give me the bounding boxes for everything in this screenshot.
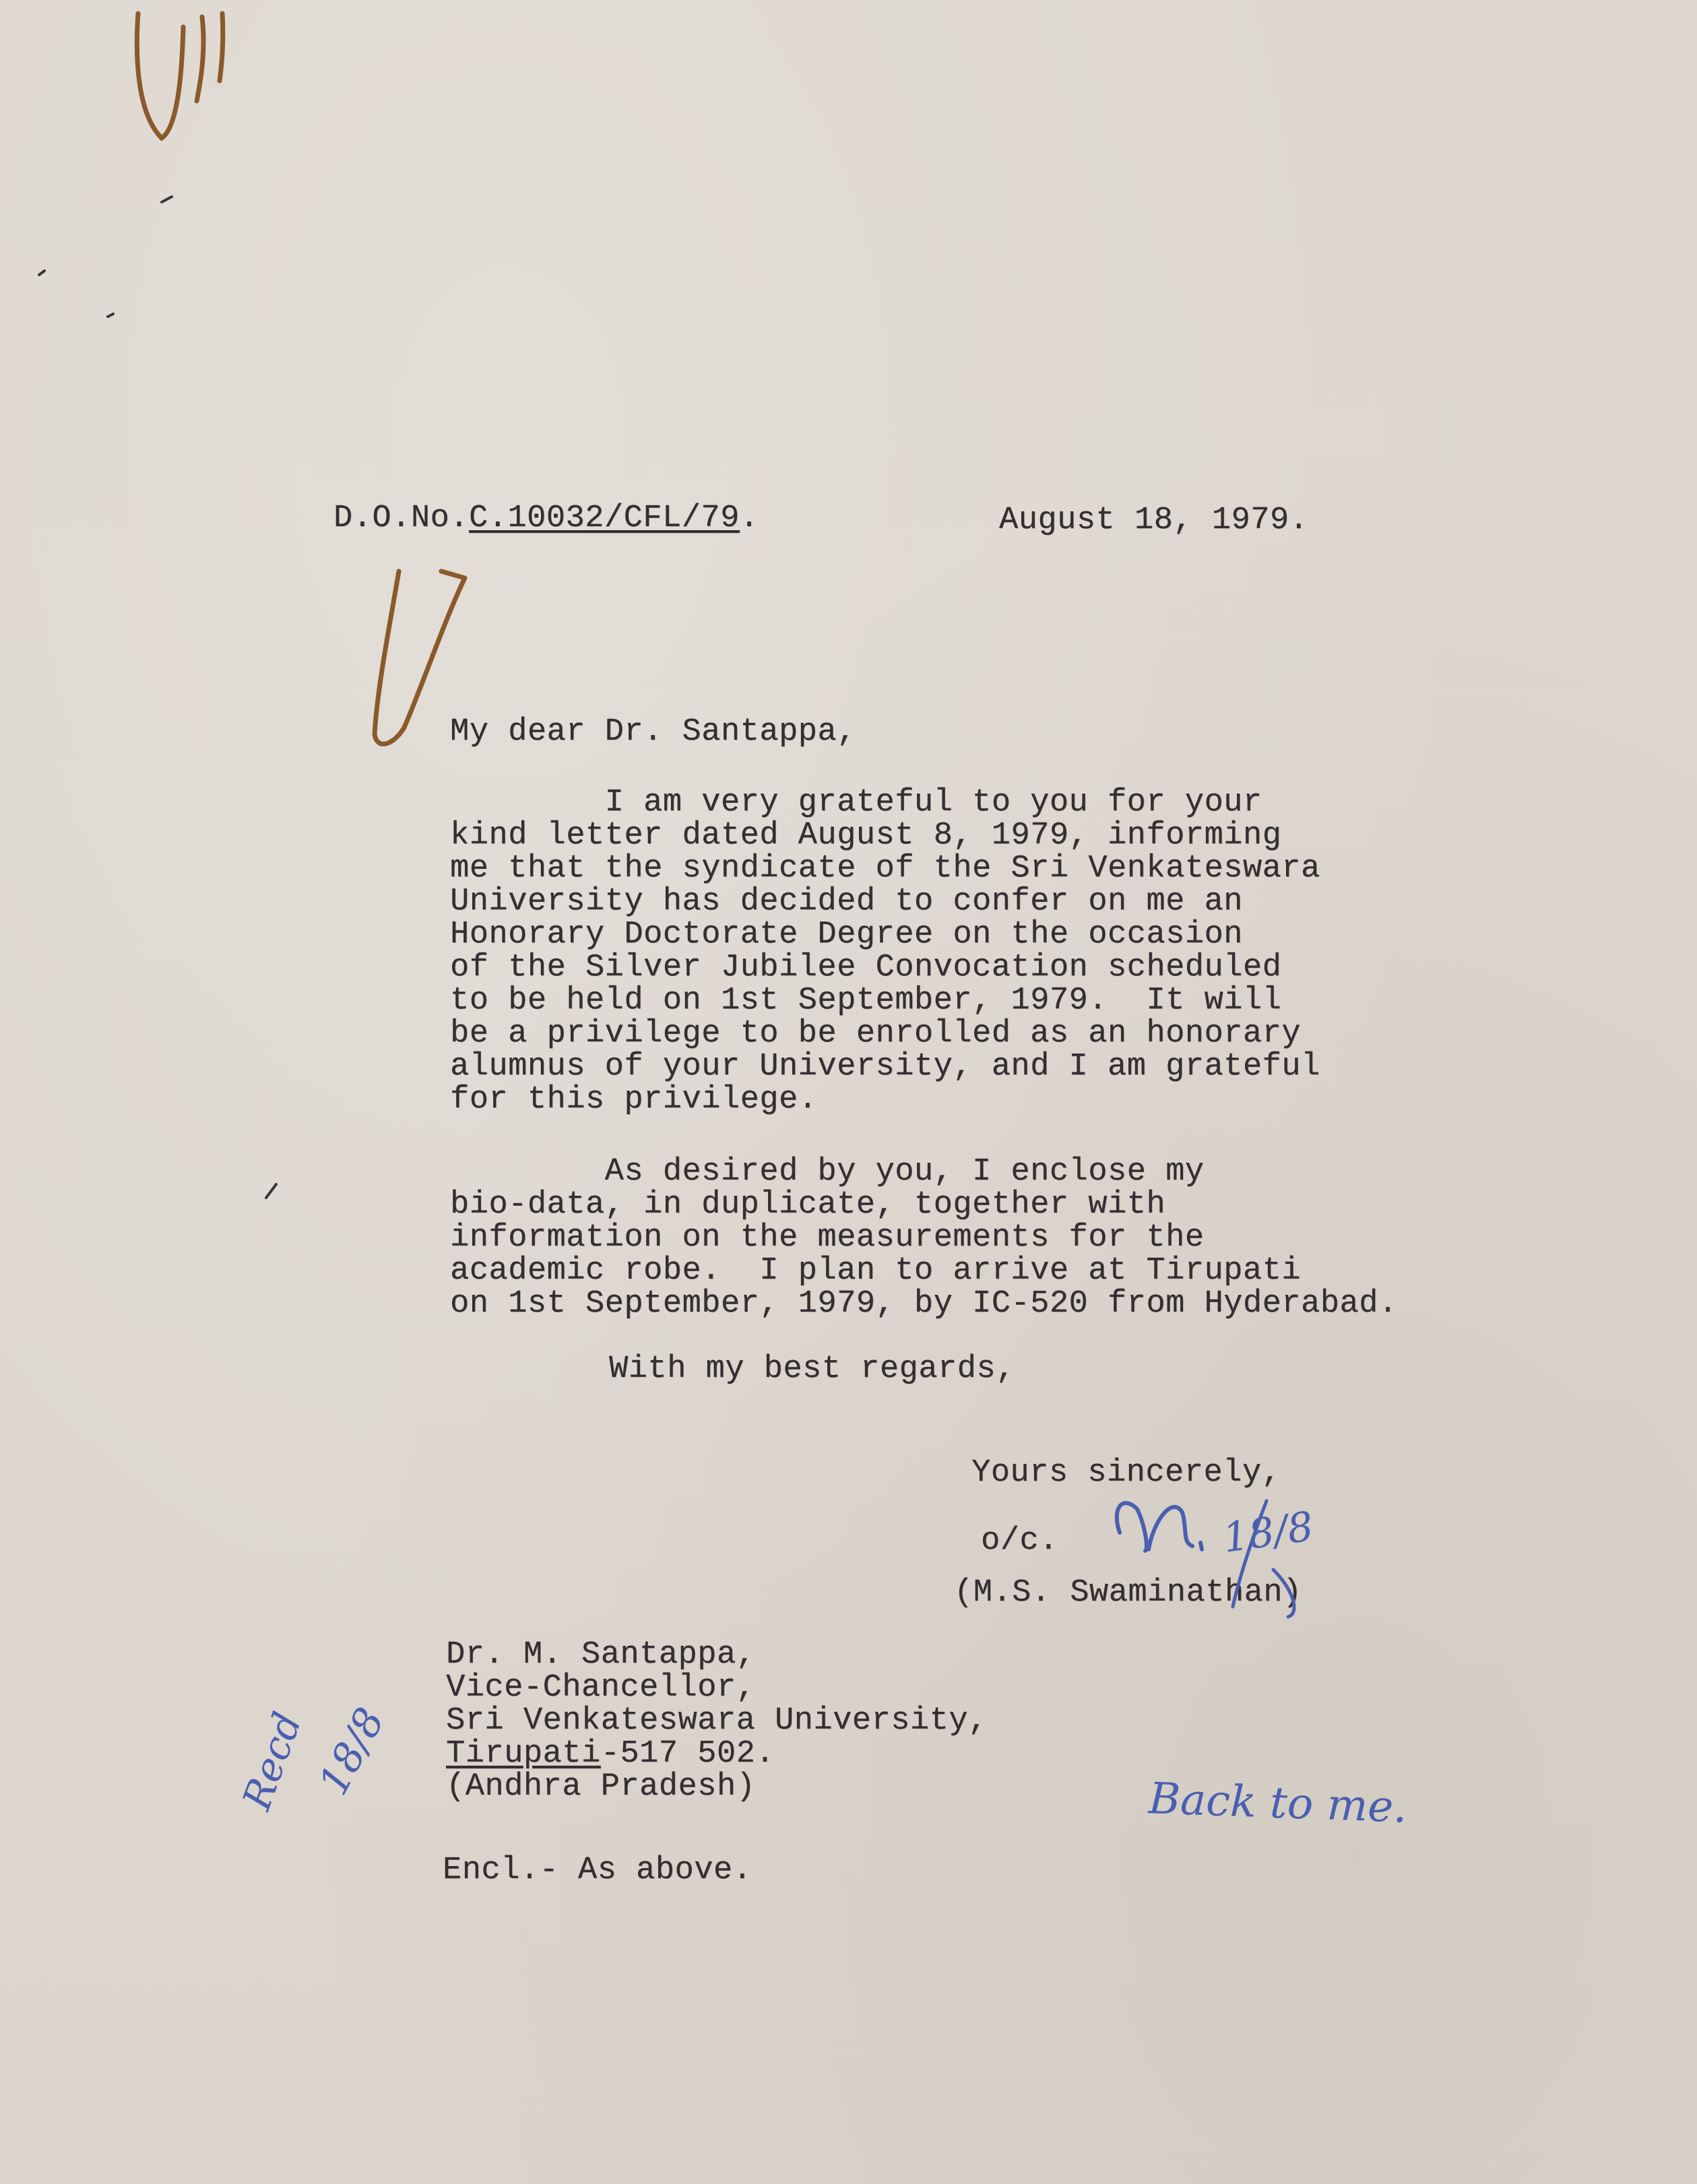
staple-mark-top bbox=[137, 13, 222, 138]
recipient-state: (Andhra Pradesh) bbox=[446, 1769, 756, 1805]
recipient-institution: Sri Venkateswara University, bbox=[446, 1703, 988, 1739]
recipient-pin: -517 502. bbox=[600, 1736, 775, 1772]
body-paragraph-1: I am very grateful to you for your kind letter dated August 8, 1979, informing me that the syndicate of the Sri Venkateswara University has decided to confer on me an Honorary Doctorate Degree on the occasion of the Silver Jubilee Convocation scheduled to be held on 1st September, 1979. It will be a privilege to be enrolled as an honorary alumnus of your University, and I am grateful for this privilege. bbox=[450, 785, 1320, 1118]
ref-number: C.10032/CFL/79 bbox=[468, 501, 740, 536]
initial-date-note: 18/8 bbox=[1219, 1502, 1316, 1563]
paper-specks bbox=[39, 197, 276, 1198]
signature-initials bbox=[1117, 1503, 1202, 1551]
office-copy-mark: o/c. bbox=[981, 1523, 1058, 1559]
reference-number bbox=[333, 502, 759, 535]
regards-line: With my best regards, bbox=[609, 1351, 1015, 1387]
body-paragraph-2: As desired by you, I enclose my bio-data, in duplicate, together with information on the measurements for the academic robe. I plan to arrive at Tirupati on 1st September, 1979, by IC-520 from Hyderabad. bbox=[450, 1154, 1398, 1322]
ref-suffix: . bbox=[739, 501, 759, 536]
recipient-address bbox=[446, 1638, 988, 1803]
back-to-me-note: Back to me. bbox=[1147, 1774, 1408, 1833]
recipient-city: Tirupati bbox=[446, 1736, 601, 1772]
salutation: My dear Dr. Santappa, bbox=[450, 714, 856, 750]
ref-prefix: D.O.No. bbox=[333, 501, 469, 536]
letter-date: August 18, 1979. bbox=[999, 503, 1309, 538]
recipient-title: Vice-Chancellor, bbox=[446, 1670, 756, 1706]
complimentary-close: Yours sincerely, bbox=[971, 1455, 1281, 1491]
signatory-name: (M.S. Swaminathan) bbox=[954, 1575, 1302, 1611]
received-date-note: 18/8 bbox=[309, 1700, 394, 1803]
received-note: Recd bbox=[233, 1706, 311, 1816]
recipient-name: Dr. M. Santappa, bbox=[446, 1637, 756, 1673]
enclosure-note: Encl.- As above. bbox=[443, 1853, 753, 1888]
